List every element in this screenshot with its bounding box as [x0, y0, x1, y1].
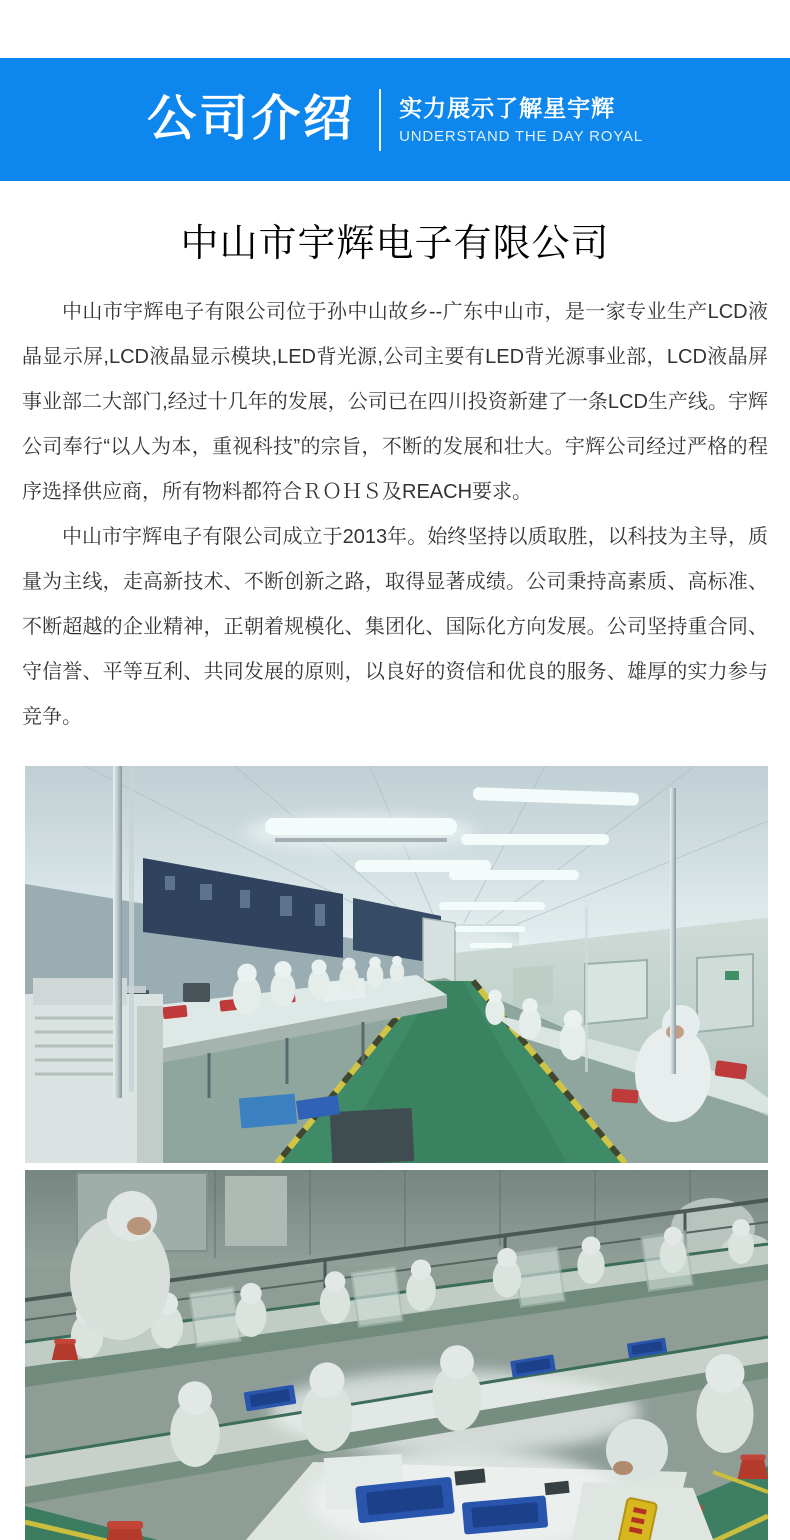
factory-photo-1 — [25, 766, 768, 1163]
section-banner — [0, 58, 790, 181]
banner-title: 公司介绍 — [147, 92, 356, 146]
company-name-heading: 中山市宇辉电子有限公司 — [180, 223, 610, 265]
banner-content — [147, 89, 643, 151]
company-intro-paragraph-2: 中山市宇辉电子有限公司成立于2013年。始终坚持以质取胜，以科技为主导，质量为主线，走高新技术、不断创新之路，取得显著成绩。公司秉持高素质、高标准、不断超越的企业精神，正朝着规模化、集团化、国际化方向发展。公司坚持重合同、守信誉、平等互利、共同发展的原则，以良好的资信和优良的服务、雄厚的实力参与竞争。 — [22, 526, 768, 728]
banner-subtitle-group — [399, 95, 643, 145]
company-intro-paragraph-1: 中山市宇辉电子有限公司位于孙中山故乡--广东中山市，是一家专业生产LCD液晶显示屏,LCD液晶显示模块,LED背光源,公司主要有LED背光源事业部，LCD液晶屏事业部二大部门,经过十几年的发展，公司已在四川投资新建了一条LCD生产线。宇辉公司奉行“以人为本，重视科技”的宗旨，不断的发展和壮大。宇辉公司经过严格的程序选择供应商，所有物料都符合ＲＯＨＳ及REACH要求。 — [22, 301, 768, 503]
factory-photo-1-illustration — [25, 766, 768, 1163]
banner-subtitle-cn: 实力展示了解星宇辉 — [399, 94, 616, 121]
factory-photo-2 — [25, 1170, 768, 1540]
factory-photo-2-illustration — [25, 1170, 768, 1540]
banner-divider — [379, 89, 381, 151]
banner-subtitle-en: UNDERSTAND THE DAY ROYAL — [399, 128, 643, 146]
